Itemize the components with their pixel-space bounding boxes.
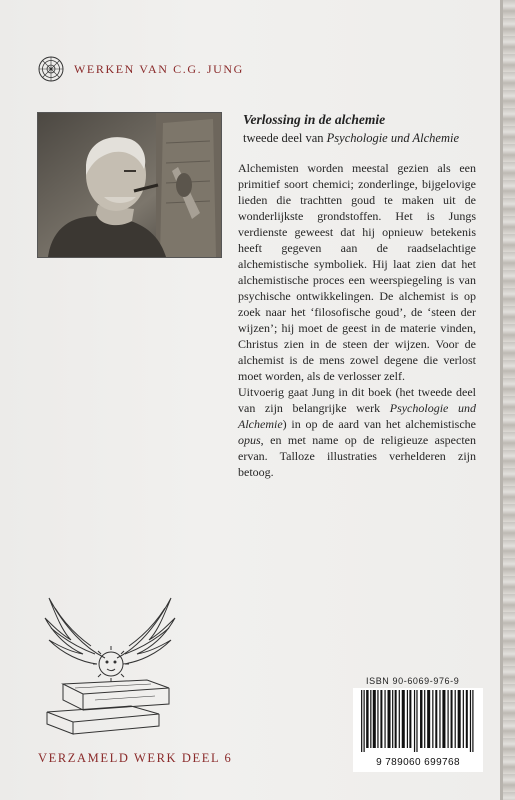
winged-sun-engraving <box>35 588 185 738</box>
series-header <box>38 55 244 83</box>
volume-label: VERZAMELD WERK DEEL 6 <box>38 751 233 765</box>
mandala-emblem-icon <box>38 56 64 82</box>
blurb-paragraph-1: Alchemisten worden meestal gezien als een primitief soort chemici; zonderlinge, bijgelovige lieden die trachtten goud te maken uit de wonderlijkste grondstoffen. Het is Jungs verdienste geweest dat hij opnieuw betekenis heeft gegeven aan de raadselachtige alchemistische symboliek. Hij laat zien dat het alchemistische proces een weerspiegeling is van psychische ontwikkelingen. De alchemist is op zoek naar het ‘filosofische goud’, de ‘steen der wijzen’; hij moet de geest in de materie vinden, Christus zien in de steen der wijzen. Voor de alchemist is de mens zowel degene die verlost moet worden, als de verlosser zelf. <box>238 161 476 383</box>
blurb-p2-work-title: Psychologie und Alchemie <box>238 401 476 431</box>
portrait-photo <box>37 112 222 258</box>
subtitle-work-title: Psychologie und Alchemie <box>326 131 460 145</box>
blurb-text <box>238 160 476 480</box>
book-subtitle <box>243 129 483 147</box>
blurb-paragraph-2 <box>238 384 476 480</box>
barcode-bars <box>357 690 479 752</box>
series-title: WERKEN VAN C.G. JUNG <box>74 61 244 76</box>
barcode-digits: 9 789060 699768 <box>376 757 460 768</box>
subtitle-prefix: tweede deel van <box>243 131 327 145</box>
book-spine-edge <box>500 0 515 800</box>
portrait-photo-image <box>38 113 221 257</box>
blurb-p2-part-c: , en met name op de religieuze aspecten ervan. Talloze illustraties verhelderen zijn betoog. <box>238 433 476 479</box>
blurb-p2-part-a: Uitvoerig gaat Jung in dit boek (het tweede deel van zijn belangrijke werk <box>238 385 476 415</box>
book-title-block <box>243 111 483 147</box>
blurb-p2-part-b: ) in op de aard van het alchemistische <box>282 417 476 431</box>
isbn-label: ISBN 90-6069-976-9 <box>366 676 460 686</box>
book-title: Verlossing in de alchemie <box>243 112 386 127</box>
blurb-p2-opus: opus <box>238 433 261 447</box>
isbn-barcode <box>353 688 483 772</box>
